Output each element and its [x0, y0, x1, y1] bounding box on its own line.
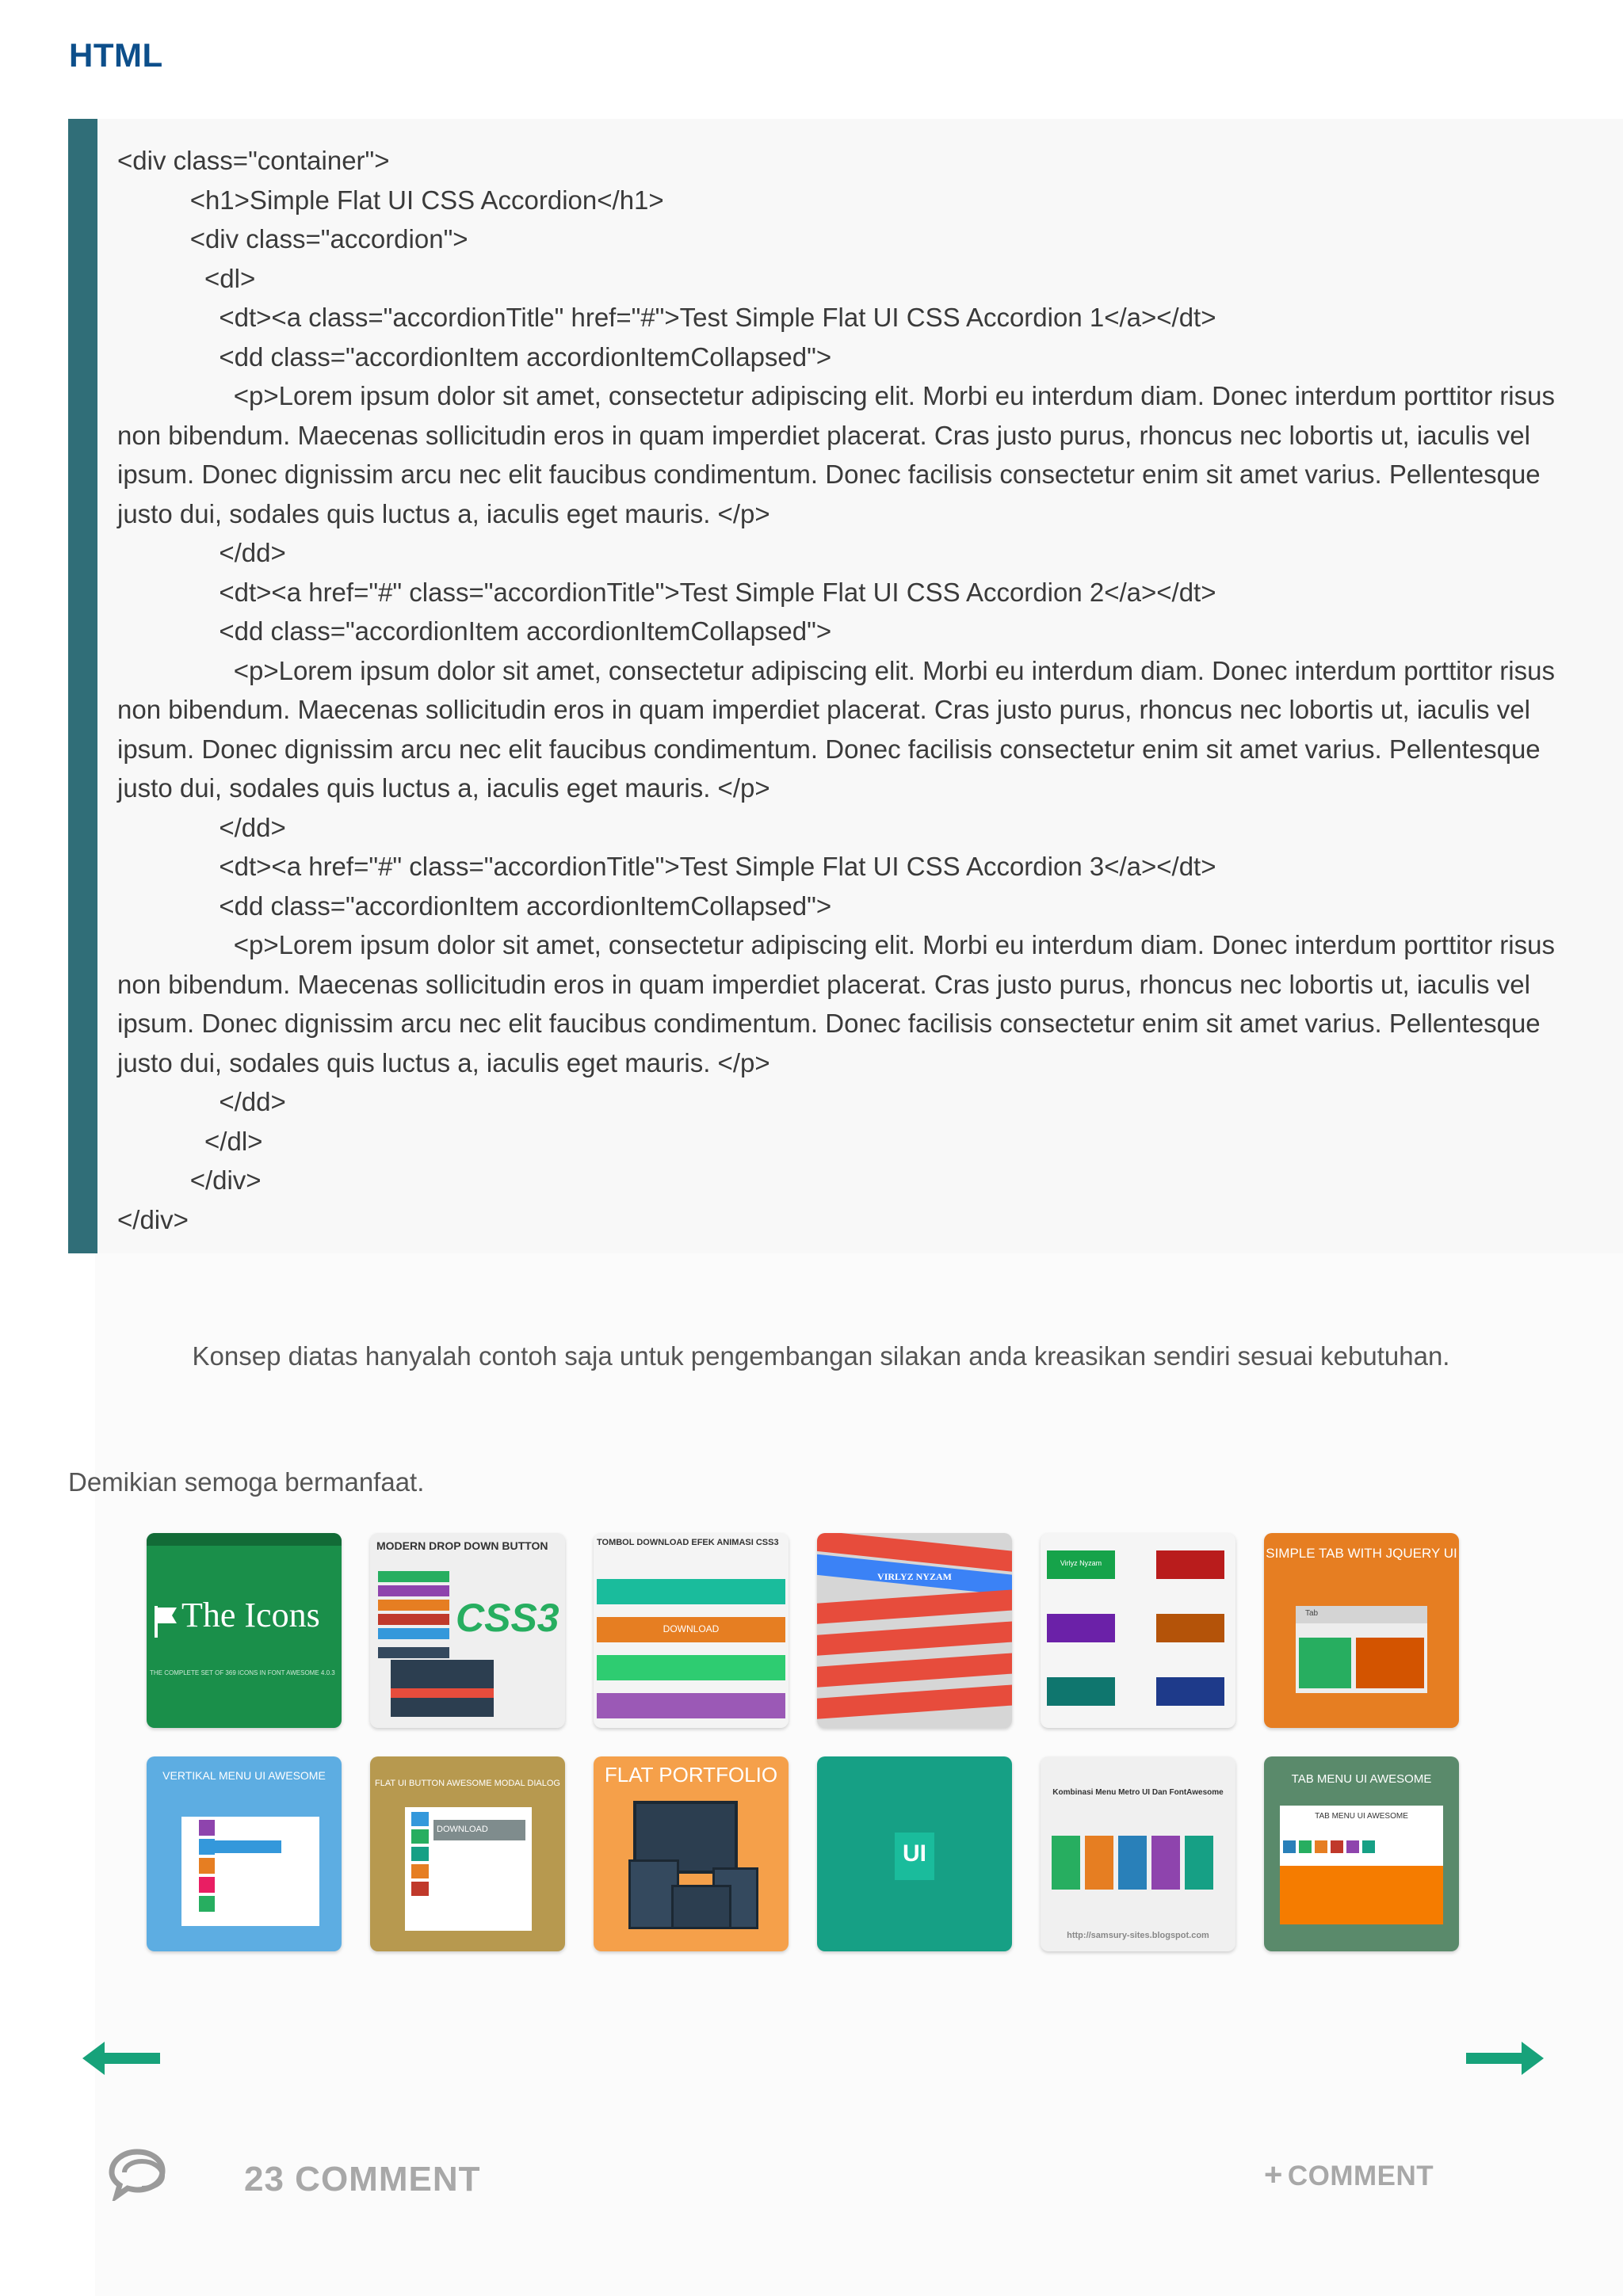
related-post-subtitle: CSS3: [456, 1596, 559, 1640]
related-posts: [147, 1533, 1457, 1953]
note-text: Konsep diatas hanyalah contoh saja untuk pengembangan silakan anda kreasikan sendiri sesuai kebutuhan.: [192, 1341, 1450, 1371]
related-post-thumbnail[interactable]: [594, 1756, 789, 1951]
code-line: <dl>: [117, 263, 256, 293]
code-line: <dt><a href="#" class="accordionTitle">Test Simple Flat UI CSS Accordion 2</a></dt>: [117, 577, 1216, 607]
comments-icon: [105, 2149, 169, 2201]
related-post-thumbnail[interactable]: [1041, 1533, 1235, 1728]
add-comment-label: COMMENT: [1287, 2161, 1434, 2191]
related-post-thumbnail[interactable]: [370, 1756, 565, 1951]
related-post-title: The Icons: [181, 1596, 320, 1634]
plus-icon: +: [1264, 2157, 1283, 2192]
closing-text: Demikian semoga bermanfaat.: [68, 1467, 425, 1497]
related-post-subtitle: Tab: [1305, 1609, 1319, 1618]
code-line: </dd>: [117, 812, 286, 842]
related-post-title: VERTIKAL MENU UI AWESOME: [162, 1769, 326, 1782]
related-post-subtitle: TAB MENU UI AWESOME: [1315, 1812, 1408, 1821]
related-post-title: FLAT UI BUTTON AWESOME MODAL DIALOG: [375, 1779, 560, 1788]
related-post-title: Kombinasi Menu Metro UI Dan FontAwesome: [1052, 1788, 1224, 1797]
related-post-thumbnail[interactable]: [817, 1756, 1012, 1951]
code-line: <p>Lorem ipsum dolor sit amet, consectetur adipiscing elit. Morbi eu interdum diam. Donec interdum porttitor risus non bibendum. Maecenas sollicitudin eros in quam imperdiet placerat. Cras justo purus, rhoncus nec lobortis ut, iaculis vel ipsum. Donec dignissim arcu nec elit faucibus condimentum. Donec facilisis consectetur enim sit amet varius. Pellentesque justo dui, sodales quis luctus a, iaculis eget mauris. </p>: [117, 930, 1563, 1077]
related-post-thumbnail[interactable]: [1264, 1533, 1459, 1728]
add-comment-button[interactable]: [1264, 2157, 1434, 2193]
code-text: [117, 141, 1591, 1239]
related-post-title: Virlyz Nyzam: [1060, 1559, 1102, 1567]
code-line: <dt><a class="accordionTitle" href="#">Test Simple Flat UI CSS Accordion 1</a></dt>: [117, 303, 1216, 332]
related-post-thumbnail[interactable]: [1041, 1756, 1235, 1951]
code-line: <dd class="accordionItem accordionItemCollapsed">: [117, 616, 832, 646]
code-line: </dd>: [117, 1087, 286, 1116]
comment-count: 23 COMMENT: [244, 2160, 481, 2199]
previous-post-arrow-icon[interactable]: [81, 2039, 160, 2078]
code-line: </dd>: [117, 538, 286, 567]
code-line: <dd class="accordionItem accordionItemCollapsed">: [117, 341, 832, 372]
related-post-thumbnail[interactable]: [147, 1533, 342, 1728]
code-line: <dt><a href="#" class="accordionTitle">Test Simple Flat UI CSS Accordion 3</a></dt>: [117, 852, 1216, 881]
related-post-title: MODERN DROP DOWN BUTTON: [376, 1539, 548, 1552]
code-line: </div>: [117, 1165, 262, 1195]
related-post-title: TAB MENU UI AWESOME: [1291, 1772, 1432, 1786]
related-post-title: TOMBOL DOWNLOAD EFEK ANIMASI CSS3: [597, 1538, 779, 1547]
related-post-thumbnail[interactable]: [370, 1533, 565, 1728]
related-post-subtitle: http://samsury-sites.blogspot.com: [1067, 1931, 1209, 1940]
related-post-title: VIRLYZ NYZAM: [877, 1571, 952, 1582]
code-block: [68, 119, 1623, 1253]
related-post-thumbnail[interactable]: [1264, 1756, 1459, 1951]
code-line: <div class="container">: [117, 146, 390, 175]
related-post-title: SIMPLE TAB WITH JQUERY UI: [1266, 1546, 1457, 1561]
flag-icon: [153, 1604, 180, 1639]
code-block-accent-bar: [68, 119, 97, 1253]
code-line: </dl>: [117, 1126, 263, 1156]
comments-bar: [103, 2139, 1529, 2218]
related-post-thumbnail[interactable]: [594, 1533, 789, 1728]
related-post-title: FLAT PORTFOLIO: [604, 1763, 778, 1787]
next-post-arrow-icon[interactable]: [1466, 2039, 1545, 2078]
related-post-thumbnail[interactable]: [147, 1756, 342, 1951]
related-post-subtitle: THE COMPLETE SET OF 369 ICONS IN FONT AWESOME 4.0.3: [150, 1669, 335, 1676]
related-post-subtitle: DOWNLOAD: [437, 1825, 488, 1834]
code-line: <dd class="accordionItem accordionItemCollapsed">: [117, 891, 832, 921]
section-title: HTML: [69, 36, 163, 74]
code-line: <p>Lorem ipsum dolor sit amet, consectetur adipiscing elit. Morbi eu interdum diam. Donec interdum porttitor risus non bibendum. Maecenas sollicitudin eros in quam imperdiet placerat. Cras justo purus, rhoncus nec lobortis ut, iaculis vel ipsum. Donec dignissim arcu nec elit faucibus condimentum. Donec facilisis consectetur enim sit amet varius. Pellentesque justo dui, sodales quis luctus a, iaculis eget mauris. </p>: [117, 655, 1563, 803]
code-line: <h1>Simple Flat UI CSS Accordion</h1>: [117, 185, 664, 215]
related-post-title: UI: [903, 1840, 926, 1867]
related-post-subtitle: DOWNLOAD: [663, 1623, 720, 1634]
related-post-thumbnail[interactable]: [817, 1533, 1012, 1728]
code-line: <p>Lorem ipsum dolor sit amet, consectetur adipiscing elit. Morbi eu interdum diam. Donec interdum porttitor risus non bibendum. Maecenas sollicitudin eros in quam imperdiet placerat. Cras justo purus, rhoncus nec lobortis ut, iaculis vel ipsum. Donec dignissim arcu nec elit faucibus condimentum. Donec facilisis consectetur enim sit amet varius. Pellentesque justo dui, sodales quis luctus a, iaculis eget mauris. </p>: [117, 381, 1563, 528]
code-line: <div class="accordion">: [117, 224, 468, 254]
code-line: </div>: [117, 1204, 189, 1234]
